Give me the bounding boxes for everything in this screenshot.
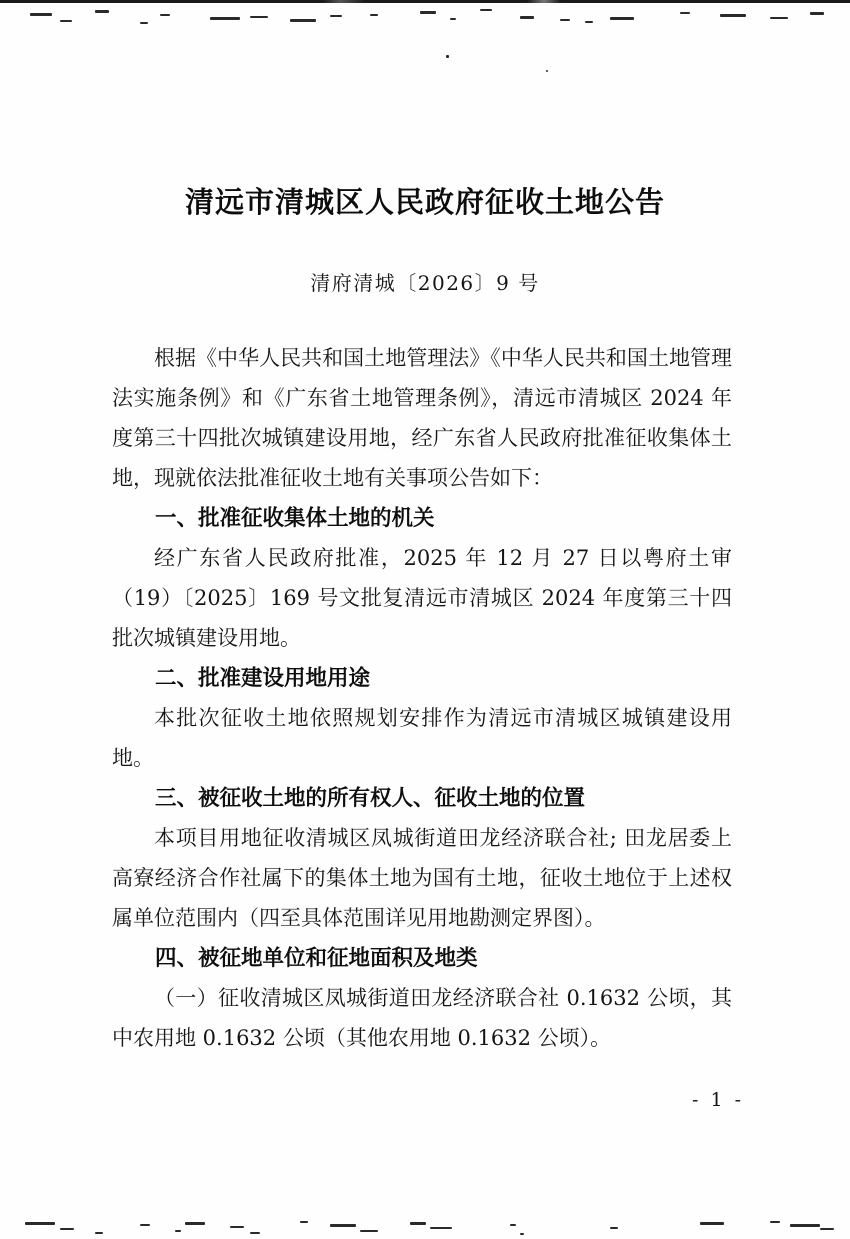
document-title: 清远市清城区人民政府征收土地公告 xyxy=(184,185,665,219)
page-number: - 1 - xyxy=(691,1089,744,1111)
section-3-paragraph: 本项目用地征收清城区凤城街道田龙经济联合社; 田龙居委上高寮经济合作社属下的集体土地为国有土地，征收土地位于上述权属单位范围内（四至具体范围详见用地勘测定界图）。 xyxy=(112,826,732,930)
section-4-heading: 四、被征地单位和征地面积及地类 xyxy=(155,946,478,970)
section-2-paragraph: 本批次征收土地依照规划安排作为清远市清城区城镇建设用地。 xyxy=(112,706,732,770)
section-3-heading: 三、被征收土地的所有权人、征收土地的位置 xyxy=(155,786,586,810)
intro-paragraph: 根据《中华人民共和国土地管理法》《中华人民共和国土地管理法实施条例》和《广东省土地管理条例》，清远市清城区 2024 年度第三十四批次城镇建设用地，经广东省人民政府批准征收集体土地，现就依法批准征收土地有关事项公告如下： xyxy=(112,346,732,490)
section-1-paragraph: 经广东省人民政府批准，2025 年 12 月 27 日以粤府土审（19）〔2025〕169 号文批复清远市清城区 2024 年度第三十四批次城镇建设用地。 xyxy=(112,546,732,650)
document-body xyxy=(112,338,732,1058)
section-4-paragraph: （一）征收清城区凤城街道田龙经济联合社 0.1632 公顷，其中农用地 0.1632 公顷（其他农用地 0.1632 公顷）。 xyxy=(112,986,732,1050)
scan-artifact-top-line xyxy=(0,0,850,3)
document-number: 清府清城〔2026〕9 号 xyxy=(310,271,540,295)
section-2-heading: 二、批准建设用地用途 xyxy=(155,666,371,690)
section-1-heading: 一、批准征收集体土地的机关 xyxy=(155,506,435,530)
